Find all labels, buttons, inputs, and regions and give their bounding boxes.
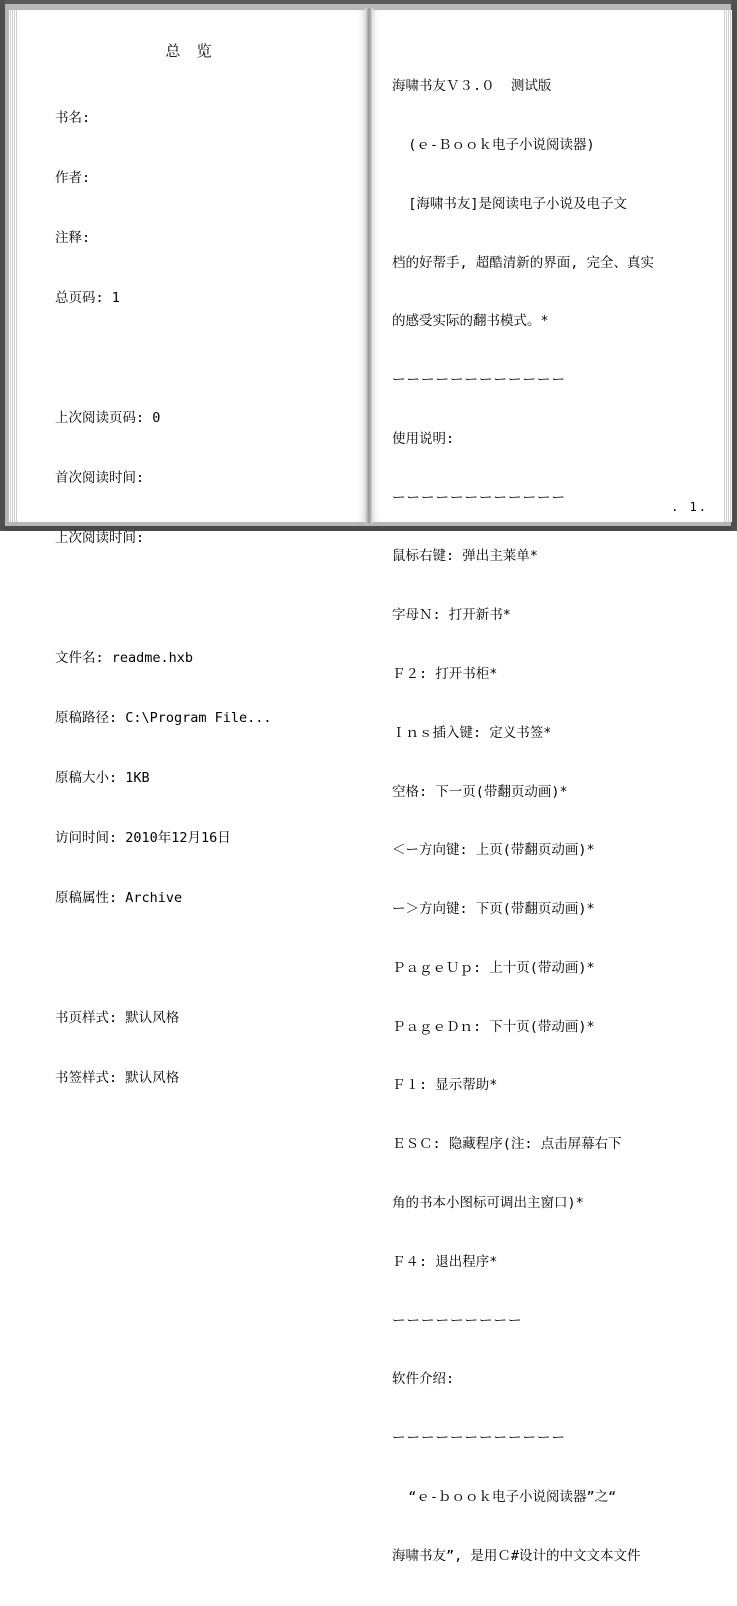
help-line: 角的书本小图标可调出主窗口)* — [392, 1195, 584, 1212]
help-line: 的感受实际的翻书模式。* — [392, 313, 549, 330]
help-line: [海啸书友]是阅读电子小说及电子文 — [392, 195, 628, 212]
page-edges-right — [724, 10, 732, 522]
info-line: 文件名: readme.hxb — [55, 650, 194, 666]
help-line: 空格: 下一页(带翻页动画)* — [392, 783, 568, 800]
help-line: ー＞方向键: 下页(带翻页动画)* — [392, 901, 595, 918]
help-line: 鼠标右键: 弹出主莱单* — [392, 548, 538, 565]
info-line-spacer — [55, 348, 355, 368]
info-line: 首次阅读时间: — [55, 470, 145, 486]
help-line: Ｆ４: 退出程序* — [392, 1253, 498, 1270]
info-line: 注释: — [55, 230, 91, 246]
page-edges-left — [9, 10, 18, 522]
page-number: . 1. — [671, 500, 708, 514]
info-line: 原稿大小: 1KB — [55, 770, 150, 786]
help-line: (ｅ-Ｂｏｏｋ电子小说阅读器) — [392, 136, 595, 153]
help-line: ＜ー方向键: 上页(带翻页动画)* — [392, 842, 595, 859]
help-line: 档的好帮手, 超酷清新的界面, 完全、真实 — [392, 254, 655, 271]
info-line: 访问时间: 2010年12月16日 — [55, 830, 231, 846]
help-divider: ーーーーーーーーーーーー — [392, 372, 566, 389]
help-text — [392, 38, 712, 1606]
info-line: 原稿属性: Archive — [55, 890, 183, 906]
info-line: 原稿路径: C:\Program File... — [55, 710, 272, 726]
help-line: ＥＳＣ: 隐藏程序(注: 点击屏幕右下 — [392, 1136, 622, 1153]
help-line: ＰａｇｅＵｐ: 上十页(带动画)* — [392, 959, 595, 976]
help-line: Ｉｎｓ插入键: 定义书签* — [392, 724, 552, 741]
info-line: 书页样式: 默认风格 — [55, 1010, 180, 1026]
help-divider: ーーーーーーーーーーーー — [392, 1430, 566, 1447]
summary-title: 总 览 — [165, 43, 218, 60]
help-divider: ーーーーーーーーー — [392, 1312, 523, 1329]
info-line: 书名: — [55, 110, 91, 126]
info-line: 书签样式: 默认风格 — [55, 1070, 180, 1086]
info-line: 上次阅读时间: — [55, 530, 145, 546]
help-line: 使用说明: — [392, 430, 455, 447]
help-line: 海啸书友Ｖ３.０ 测试版 — [392, 78, 552, 95]
help-line: Ｆ２: 打开书柜* — [392, 666, 498, 682]
help-line: “ｅ-ｂｏｏｋ电子小说阅读器”之“ — [392, 1488, 617, 1505]
right-page[interactable] — [372, 10, 724, 1564]
help-line: 字母Ｎ: 打开新书* — [392, 607, 511, 624]
help-line: ＰａｇｅＤｎ: 下十页(带动画)* — [392, 1018, 595, 1035]
info-line: 上次阅读页码: 0 — [55, 410, 161, 426]
help-line: 软件介绍: — [392, 1371, 455, 1388]
info-line: 总页码: 1 — [55, 290, 120, 306]
book-info-list — [55, 68, 355, 1128]
help-line: 海啸书友”, 是用Ｃ#设计的中文文本文件 — [392, 1547, 641, 1564]
info-line-spacer — [55, 588, 355, 608]
help-line: Ｆ１: 显示帮助* — [392, 1077, 498, 1094]
info-line: 作者: — [55, 170, 91, 186]
info-line-spacer — [55, 948, 355, 968]
left-page[interactable] — [18, 10, 366, 1086]
help-divider: ーーーーーーーーーーーー — [392, 489, 566, 506]
